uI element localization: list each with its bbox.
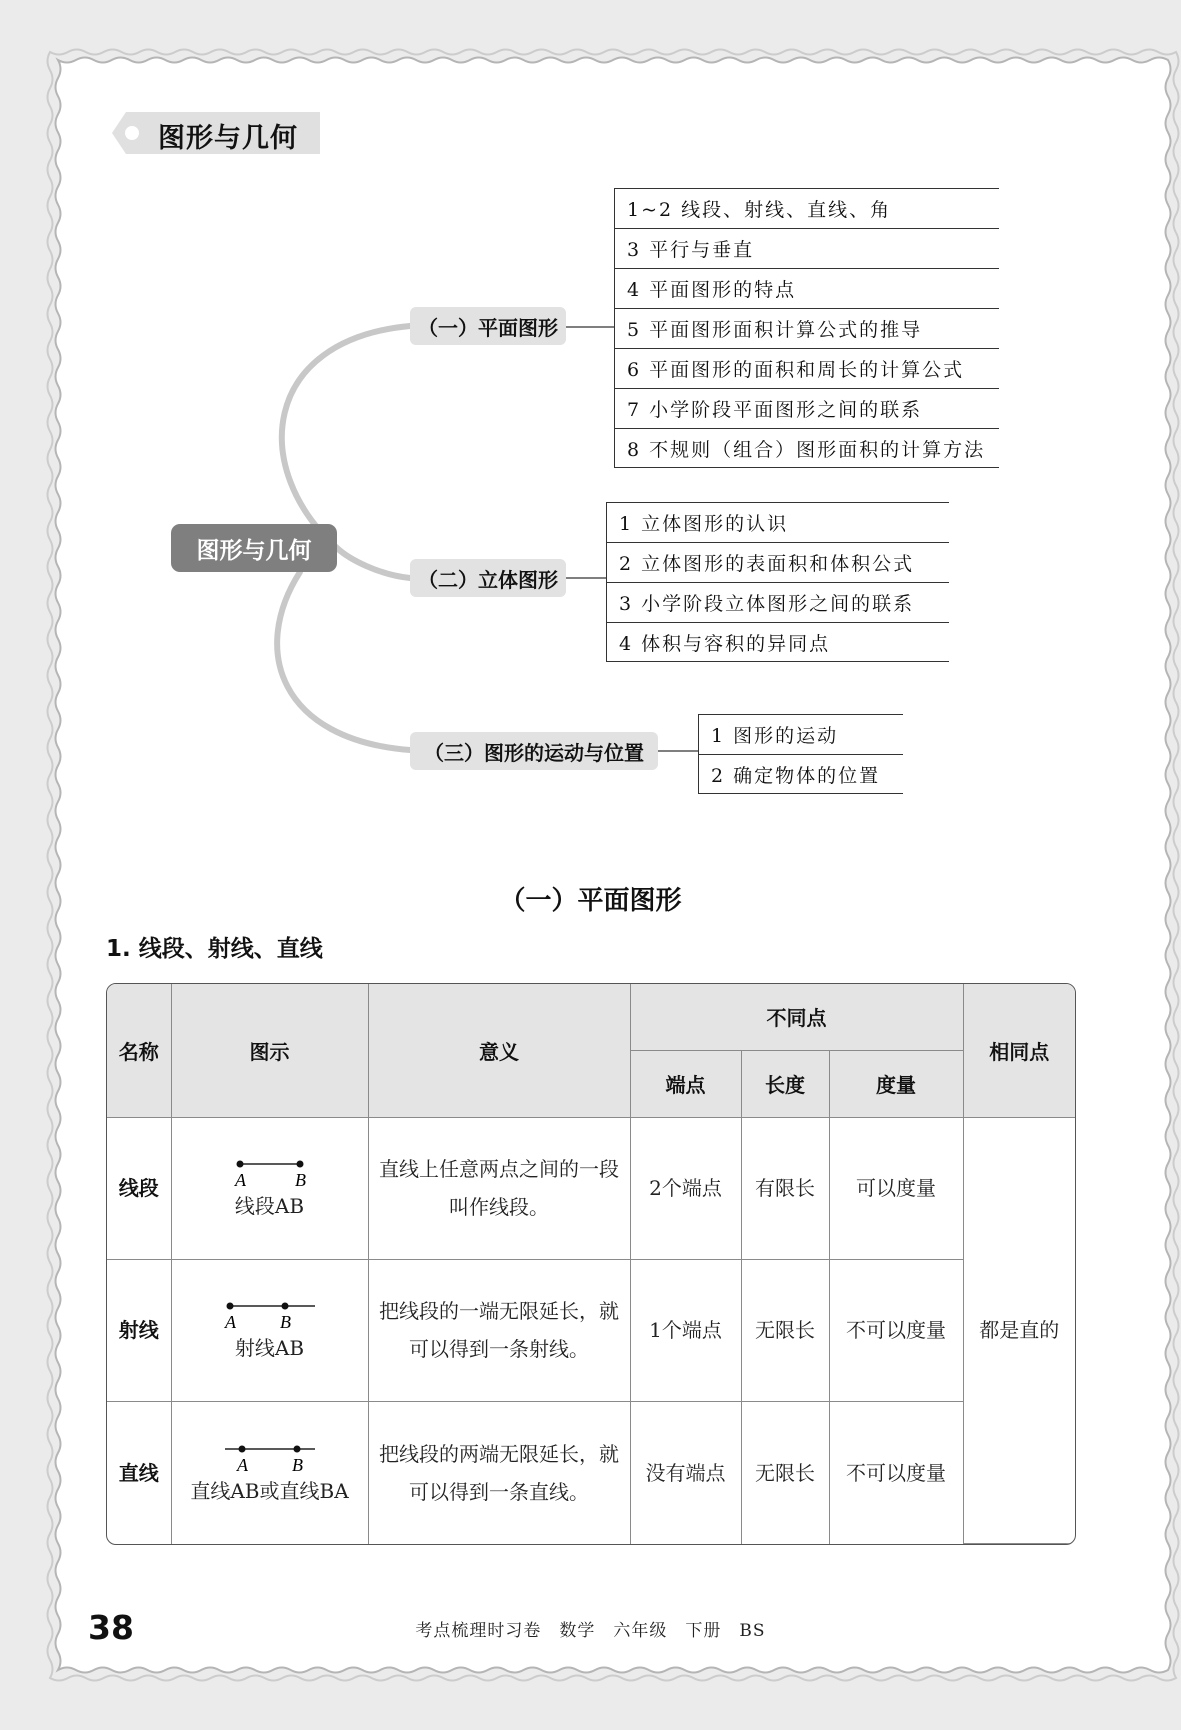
diagram-label: 射线AB (234, 1336, 305, 1361)
comparison-table (106, 983, 1076, 1545)
mindmap-leaf: 1~2 线段、射线、直线、角 (615, 188, 999, 228)
mindmap-leaf: 7 小学阶段平面图形之间的联系 (615, 388, 999, 428)
header-tag-text: 图形与几何 (158, 123, 298, 154)
row-measure: 不可以度量 (829, 1401, 963, 1543)
mindmap-connectors (0, 0, 1181, 800)
point-b-label: B (294, 1170, 306, 1191)
point-a-label: A (236, 1454, 248, 1475)
header-endpoint: 端点 (630, 1050, 741, 1117)
mindmap-leaf-list-plane (614, 188, 999, 468)
point-b-label: B (291, 1454, 303, 1475)
table-row (107, 1401, 1075, 1543)
mindmap-leaf-list-solid (606, 502, 949, 662)
header-name: 名称 (107, 984, 171, 1117)
diagram-label: 直线AB或直线BA (190, 1478, 349, 1503)
mindmap-leaf: 1 立体图形的认识 (607, 502, 949, 542)
row-meaning: 把线段的一端无限延长，就可以得到一条射线。 (368, 1259, 630, 1401)
point-a-label: A (234, 1170, 246, 1191)
row-endpoint: 1个端点 (630, 1259, 741, 1401)
mindmap-leaf: 6 平面图形的面积和周长的计算公式 (615, 348, 999, 388)
mindmap-category-motion: （三）图形的运动与位置 (410, 732, 658, 770)
mindmap-leaf: 4 平面图形的特点 (615, 268, 999, 308)
row-endpoint: 2个端点 (630, 1117, 741, 1259)
same-cell: 都是直的 (963, 1117, 1075, 1544)
mindmap-leaf: 2 确定物体的位置 (699, 754, 903, 794)
point-a-label: A (224, 1312, 236, 1333)
row-length: 无限长 (741, 1259, 829, 1401)
line-diagram (171, 1401, 368, 1543)
mindmap-leaf: 4 体积与容积的异同点 (607, 622, 949, 662)
section-title: （一）平面图形 (499, 886, 682, 916)
diagram-label: 线段AB (234, 1194, 305, 1219)
mindmap-leaf-list-motion (698, 714, 903, 794)
mindmap-leaf: 3 平行与垂直 (615, 228, 999, 268)
point-b-label: B (279, 1312, 291, 1333)
ray-diagram (171, 1259, 368, 1401)
row-measure: 可以度量 (829, 1117, 963, 1259)
row-name: 线段 (107, 1117, 171, 1259)
table-row (107, 1259, 1075, 1401)
header-length: 长度 (741, 1050, 829, 1117)
mindmap-leaf: 5 平面图形面积计算公式的推导 (615, 308, 999, 348)
segment-figure-icon (225, 1158, 315, 1190)
header-same: 相同点 (963, 984, 1075, 1117)
mindmap-category-solid: （二）立体图形 (410, 559, 566, 597)
mindmap-leaf: 1 图形的运动 (699, 714, 903, 754)
mindmap-root: 图形与几何 (171, 524, 337, 572)
line-figure-icon (220, 1443, 320, 1475)
footer-text: 考点梳理时习卷 数学 六年级 下册 BS (415, 1621, 766, 1641)
mindmap-leaf: 2 立体图形的表面积和体积公式 (607, 542, 949, 582)
mindmap-category-plane: （一）平面图形 (410, 307, 566, 345)
ray-figure-icon (215, 1300, 325, 1332)
header-meaning: 意义 (368, 984, 630, 1117)
sub-title: 1. 线段、射线、直线 (106, 936, 323, 962)
table-row (107, 1117, 1075, 1259)
row-measure: 不可以度量 (829, 1259, 963, 1401)
row-length: 无限长 (741, 1401, 829, 1543)
segment-diagram (171, 1117, 368, 1259)
row-endpoint: 没有端点 (630, 1401, 741, 1543)
mindmap-leaf: 3 小学阶段立体图形之间的联系 (607, 582, 949, 622)
page-number: 38 (88, 1608, 134, 1647)
row-length: 有限长 (741, 1117, 829, 1259)
row-name: 射线 (107, 1259, 171, 1401)
header-measure: 度量 (829, 1050, 963, 1117)
row-meaning: 直线上任意两点之间的一段叫作线段。 (368, 1117, 630, 1259)
row-name: 直线 (107, 1401, 171, 1543)
row-meaning: 把线段的两端无限延长，就可以得到一条直线。 (368, 1401, 630, 1543)
header-diagram: 图示 (171, 984, 368, 1117)
mindmap-leaf: 8 不规则（组合）图形面积的计算方法 (615, 428, 999, 468)
header-diff: 不同点 (630, 984, 963, 1050)
